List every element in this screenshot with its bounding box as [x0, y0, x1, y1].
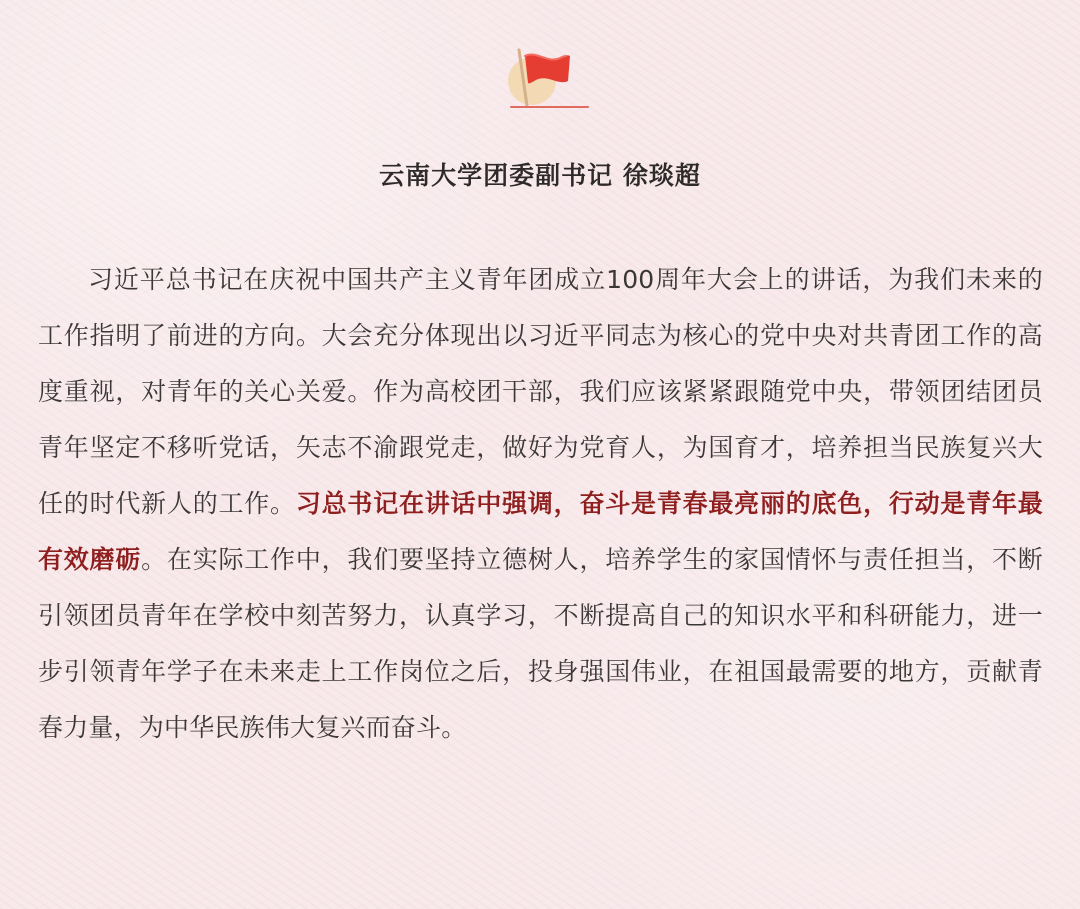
highlighted-quote: 习总书记在讲话中强调，奋斗是青春最亮丽的底色，行动是青年最有效磨砺	[38, 489, 1043, 574]
article-text-part-2: 。在实际工作中，我们要坚持立德树人，培养学生的家国情怀与责任担当，不断引领团员青年在学校中刻苦努力，认真学习，不断提高自己的知识水平和科研能力，进一步引领青年学子在未来走上工作岗位之后，投身强国伟业，在祖国最需要的地方，贡献青春力量，为中华民族伟大复兴而奋斗。	[38, 545, 1043, 742]
page-title: 云南大学团委副书记 徐琰超	[379, 161, 701, 190]
article-text-part-1: 习近平总书记在庆祝中国共产主义青年团成立100周年大会上的讲话，为我们未来的工作指明了前进的方向。大会充分体现出以习近平同志为核心的党中央对共青团工作的高度重视，对青年的关心关爱。作为高校团干部，我们应该紧紧跟随党中央，带领团结团员青年坚定不移听党话，矢志不渝跟党走，做好为党育人，为国育才，培养担当民族复兴大任的时代新人的工作。	[38, 265, 1043, 518]
article-paragraph	[38, 252, 1043, 756]
flag-icon	[496, 46, 596, 112]
